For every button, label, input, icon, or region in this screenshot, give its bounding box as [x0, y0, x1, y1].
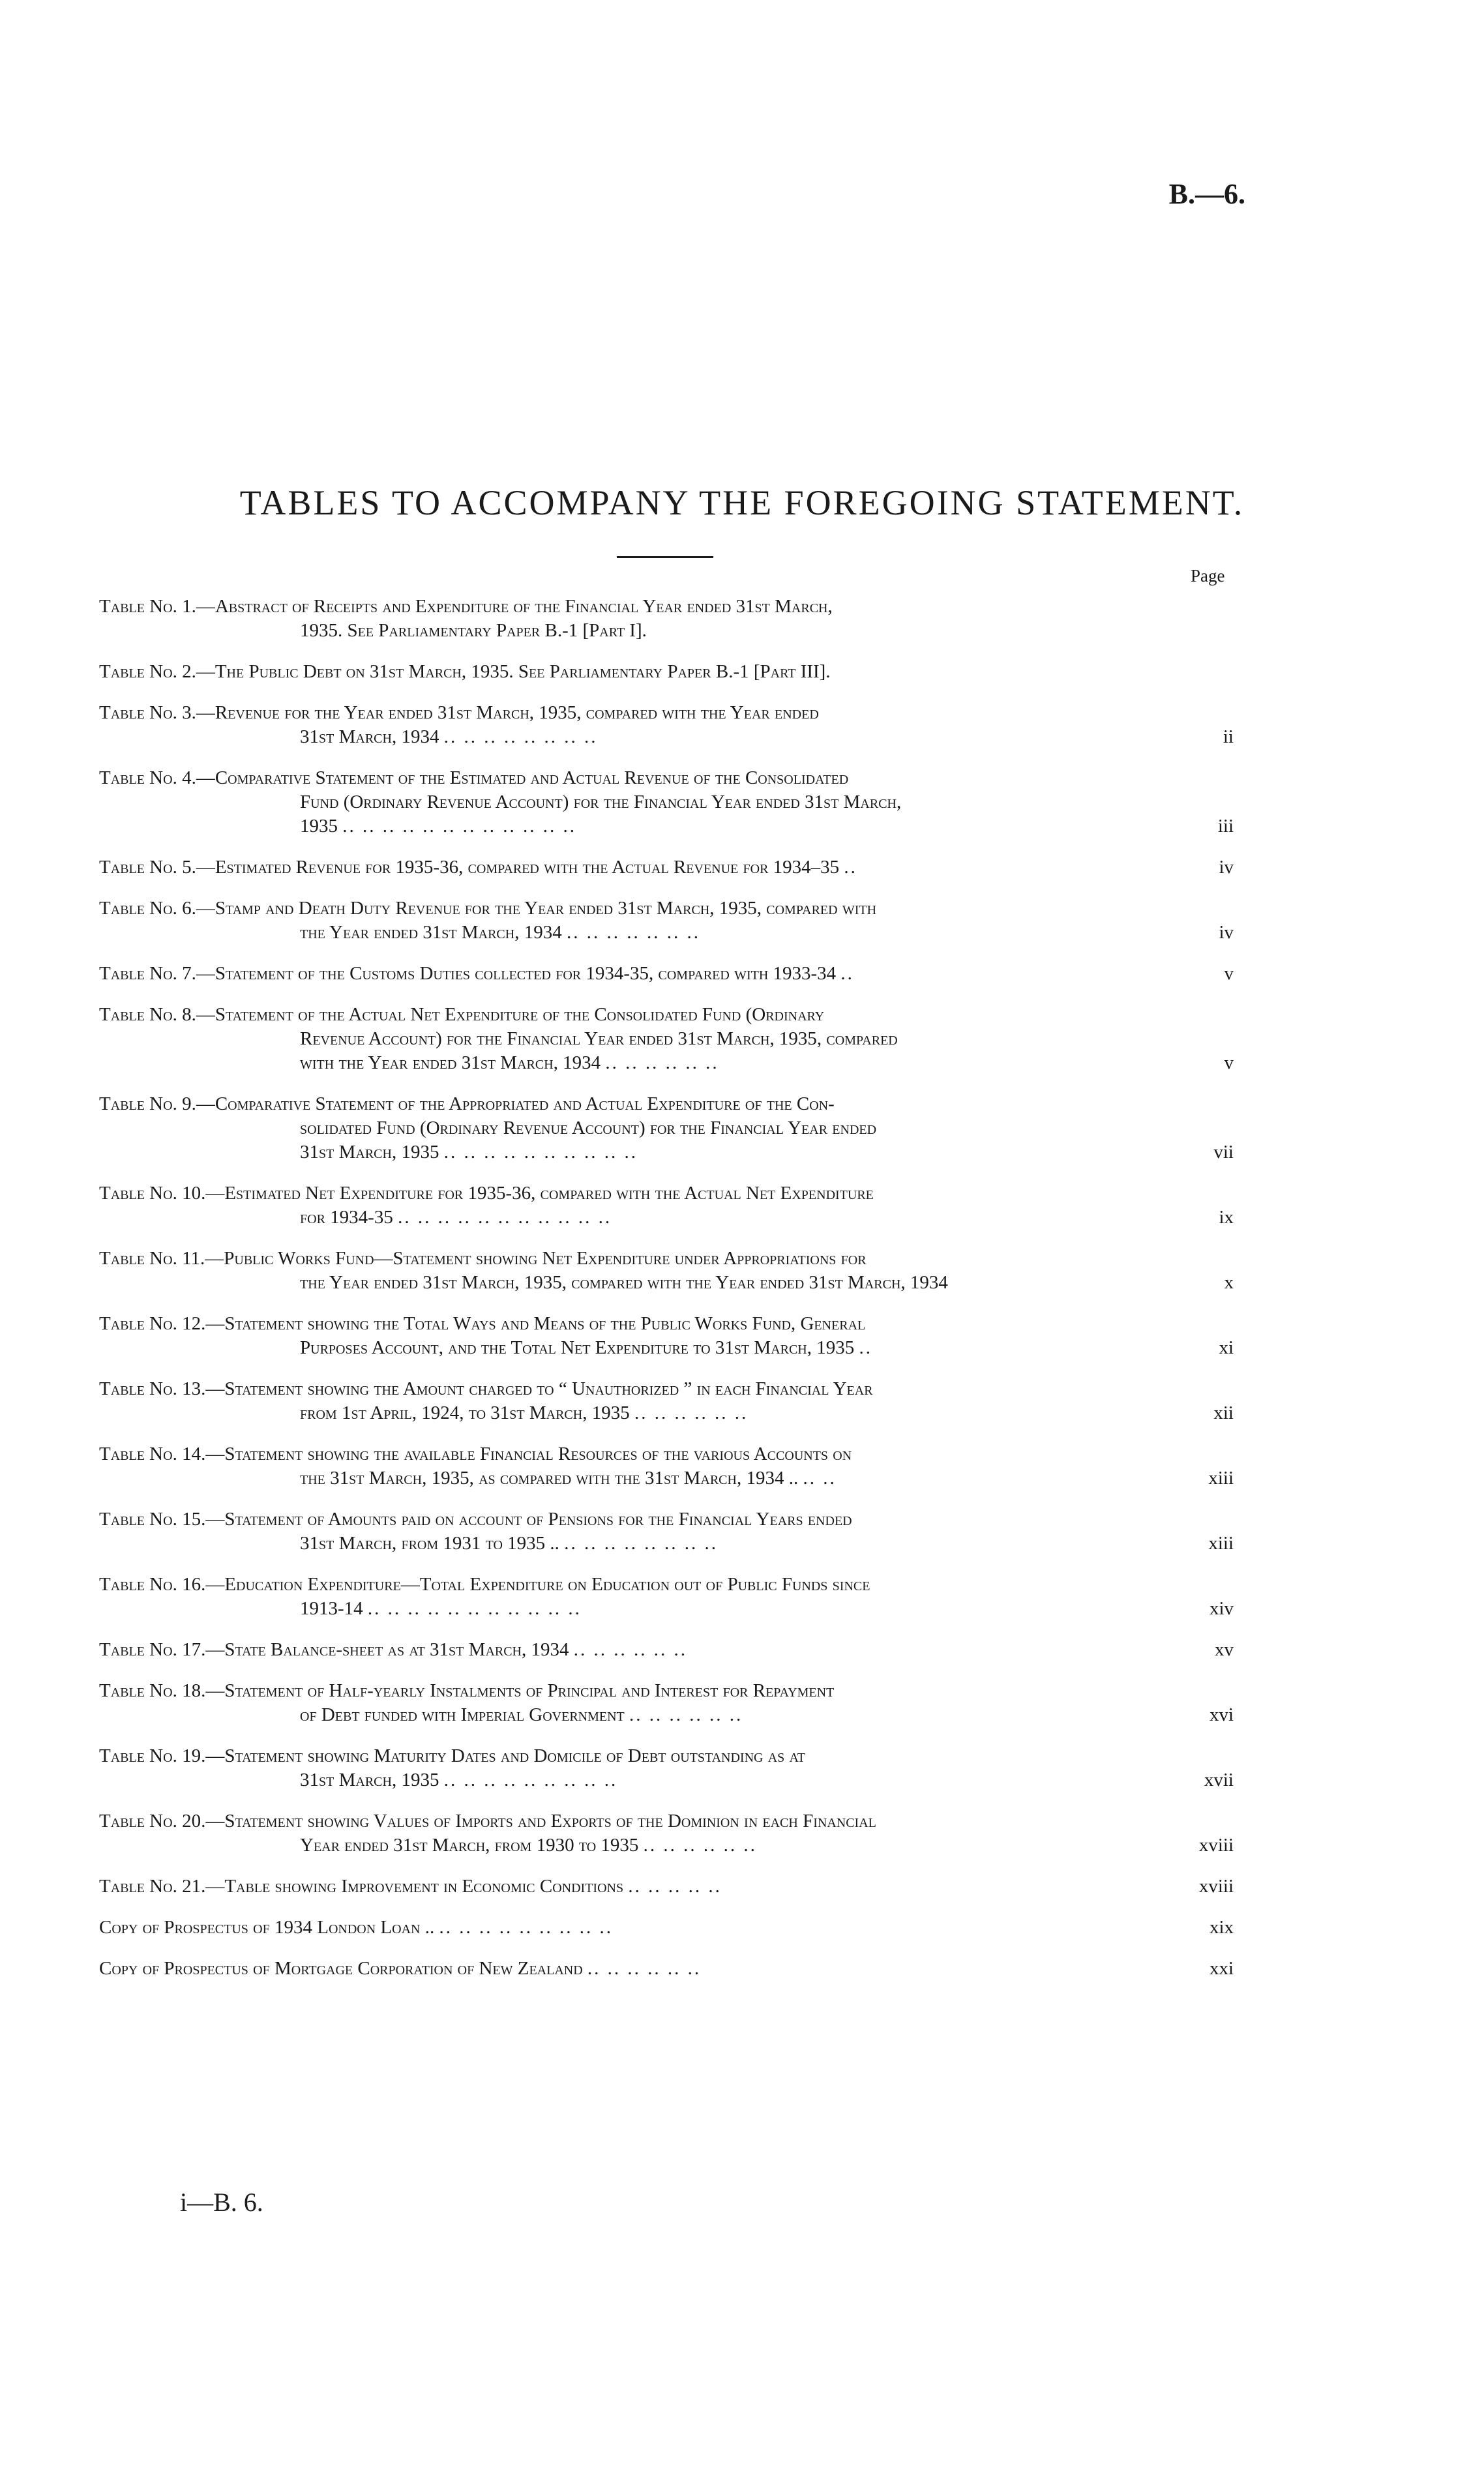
- entry-label: Table No. 21.—: [99, 1876, 225, 1897]
- entry-page-number: xiii: [1208, 1468, 1234, 1489]
- entry-label: Table No. 11.—: [99, 1248, 224, 1269]
- entry-page-number: xvii: [1204, 1770, 1234, 1790]
- entry-title: Comparative Statement of the Estimated and Actual Revenue of the Consolidated: [215, 767, 849, 788]
- toc-entry-table-1[interactable]: [99, 595, 1234, 643]
- entry-title-continued: Purposes Account, and the Total Net Expenditure to 31st March, 1935: [300, 1337, 855, 1358]
- entry-title: Statement of Half-yearly Instalments of Principal and Interest for Repayment: [224, 1680, 835, 1701]
- toc-entry-london-loan-prospectus[interactable]: [99, 1916, 1234, 1940]
- entry-label: Table No. 5.—: [99, 857, 215, 878]
- leader-dots: .. .. .. .. .. ..: [573, 1639, 688, 1660]
- entry-title-continued: the Year ended 31st March, 1934: [300, 922, 562, 943]
- entry-page-number: iv: [1219, 922, 1234, 943]
- leader-dots: .. .. .. .. .. ..: [634, 1402, 749, 1423]
- toc-entry-table-8[interactable]: [99, 1003, 1234, 1075]
- document-reference: B.—6.: [1168, 178, 1245, 210]
- entry-title-continued: the 31st March, 1935, as compared with the 31st March, 1934 ..: [300, 1468, 799, 1489]
- toc-entry-table-7[interactable]: [99, 962, 1234, 986]
- leader-dots: .. .. .. .. .. ..: [605, 1052, 719, 1073]
- entry-title: Statement showing Maturity Dates and Domicile of Debt outstanding as at: [224, 1745, 805, 1766]
- entry-title: Comparative Statement of the Appropriated and Actual Expenditure of the Con-: [215, 1093, 835, 1114]
- entry-title: Statement showing the available Financial Resources of the various Accounts on: [224, 1444, 852, 1464]
- entry-label: Table No. 18.—: [99, 1680, 225, 1701]
- entry-title: Statement showing the Total Ways and Means of the Public Works Fund, General: [224, 1313, 866, 1334]
- entry-title: Revenue for the Year ended 31st March, 1935, compared with the Year ended: [215, 702, 819, 723]
- toc-entry-table-15[interactable]: [99, 1507, 1234, 1556]
- entry-title-continued: 31st March, 1934: [300, 726, 439, 747]
- entry-title: Copy of Prospectus of 1934 London Loan ..: [99, 1917, 435, 1938]
- page-column-header: Page: [1191, 566, 1225, 586]
- entry-page-number: ii: [1223, 726, 1234, 747]
- entry-page-number: xxi: [1209, 1958, 1234, 1979]
- entry-label: Table No. 6.—: [99, 898, 215, 919]
- leader-dots: .. .. .. .. .. .. .. .. ..: [439, 1917, 613, 1938]
- entry-title-continued: 1913-14: [300, 1598, 363, 1619]
- toc-entry-table-9[interactable]: [99, 1092, 1234, 1164]
- entry-title-continued: 31st March, 1935: [300, 1770, 439, 1790]
- entry-label: Table No. 20.—: [99, 1811, 225, 1832]
- entry-label: Table No. 17.—: [99, 1639, 225, 1660]
- table-of-contents: [99, 595, 1234, 1998]
- entry-page-number: xii: [1213, 1402, 1234, 1423]
- entry-title-continued: from 1st April, 1924, to 31st March, 1935: [300, 1402, 630, 1423]
- title-underline-rule: [617, 556, 713, 558]
- entry-page-number: xvi: [1209, 1704, 1234, 1725]
- toc-entry-table-21[interactable]: [99, 1875, 1234, 1899]
- entry-page-number: v: [1224, 963, 1234, 984]
- entry-title-continued: for 1934-35: [300, 1207, 393, 1228]
- entry-title-continued: 1935: [300, 816, 338, 837]
- entry-title: Statement showing Values of Imports and Exports of the Dominion in each Financial: [224, 1811, 876, 1832]
- entry-title-continued: of Debt funded with Imperial Government: [300, 1704, 625, 1725]
- toc-entry-table-12[interactable]: [99, 1312, 1234, 1360]
- entry-page-number: v: [1224, 1052, 1234, 1073]
- entry-label: Table No. 7.—: [99, 963, 215, 984]
- toc-entry-table-6[interactable]: [99, 897, 1234, 945]
- toc-entry-table-4[interactable]: [99, 766, 1234, 838]
- entry-title: Abstract of Receipts and Expenditure of the Financial Year ended 31st March,: [215, 596, 833, 617]
- entry-title: Public Works Fund—Statement showing Net Expenditure under Appropriations for: [224, 1248, 867, 1269]
- entry-title: State Balance-sheet as at 31st March, 1934: [224, 1639, 569, 1660]
- entry-label: Table No. 12.—: [99, 1313, 225, 1334]
- entry-title-continued: with the Year ended 31st March, 1934: [300, 1052, 601, 1073]
- entry-label: Table No. 13.—: [99, 1378, 225, 1399]
- entry-page-number: ix: [1219, 1207, 1234, 1228]
- leader-dots: .. .. .. .. ..: [628, 1876, 722, 1897]
- entry-label: Table No. 8.—: [99, 1004, 215, 1025]
- leader-dots: ..: [840, 963, 854, 984]
- toc-entry-table-20[interactable]: [99, 1809, 1234, 1858]
- entry-page-number: xiii: [1208, 1533, 1234, 1554]
- entry-label: Table No. 2.—: [99, 661, 215, 682]
- entry-page-number: x: [1224, 1272, 1234, 1293]
- leader-dots: .. .. .. .. .. ..: [629, 1704, 743, 1725]
- entry-label: Table No. 9.—: [99, 1093, 215, 1114]
- leader-dots: .. .. .. .. .. .. .. ..: [443, 726, 598, 747]
- entry-title-continued: the Year ended 31st March, 1935, compared with the Year ended 31st March, 1934: [300, 1272, 948, 1293]
- leader-dots: ..: [859, 1337, 873, 1358]
- toc-entry-table-19[interactable]: [99, 1744, 1234, 1792]
- entry-label: Table No. 15.—: [99, 1509, 225, 1530]
- toc-entry-table-11[interactable]: [99, 1247, 1234, 1295]
- toc-entry-table-3[interactable]: [99, 701, 1234, 749]
- entry-title-continued: Year ended 31st March, from 1930 to 1935: [300, 1835, 639, 1856]
- entry-title-continued: Fund (Ordinary Revenue Account) for the Financial Year ended 31st March,: [300, 792, 902, 812]
- toc-entry-table-2[interactable]: [99, 660, 1234, 684]
- entry-label: Table No. 10.—: [99, 1183, 225, 1204]
- entry-page-number: xi: [1219, 1337, 1234, 1358]
- leader-dots: .. .. .. .. .. .. .. .. .. .. ..: [367, 1598, 582, 1619]
- leader-dots: .. .. .. .. .. .. ..: [566, 922, 700, 943]
- entry-page-number: iii: [1217, 816, 1234, 837]
- entry-page-number: xviii: [1198, 1876, 1234, 1897]
- entry-title: Statement of the Customs Duties collected for 1934-35, compared with 1933-34: [215, 963, 837, 984]
- entry-page-number: xiv: [1209, 1598, 1234, 1619]
- leader-dots: .. .. .. .. .. ..: [643, 1835, 757, 1856]
- entry-title-continued: 31st March, 1935: [300, 1142, 439, 1163]
- entry-page-number: vii: [1213, 1142, 1234, 1163]
- entry-label: Table No. 4.—: [99, 767, 215, 788]
- leader-dots: .. ..: [803, 1468, 837, 1489]
- leader-dots: ..: [844, 857, 857, 878]
- leader-dots: .. .. .. .. .. .. .. .. .. .. ..: [398, 1207, 612, 1228]
- page-title: TABLES TO ACCOMPANY THE FOREGOING STATEMENT.: [239, 483, 1245, 522]
- entry-title-continued: solidated Fund (Ordinary Revenue Account) for the Financial Year ended: [300, 1118, 877, 1138]
- entry-page-number: xviii: [1198, 1835, 1234, 1856]
- toc-entry-mortgage-corporation-prospectus[interactable]: [99, 1957, 1234, 1981]
- toc-entry-table-10[interactable]: [99, 1181, 1234, 1230]
- entry-title: Estimated Net Expenditure for 1935-36, compared with the Actual Net Expenditure: [224, 1183, 874, 1204]
- toc-entry-table-17[interactable]: [99, 1638, 1234, 1662]
- toc-entry-table-5[interactable]: [99, 855, 1234, 880]
- leader-dots: .. .. .. .. .. .. .. .. ..: [443, 1770, 618, 1790]
- entry-title: Statement of the Actual Net Expenditure of the Consolidated Fund (Ordinary: [215, 1004, 825, 1025]
- toc-entry-table-13[interactable]: [99, 1377, 1234, 1425]
- toc-entry-table-18[interactable]: [99, 1679, 1234, 1727]
- entry-label: Table No. 16.—: [99, 1574, 225, 1595]
- entry-label: Table No. 19.—: [99, 1745, 225, 1766]
- leader-dots: .. .. .. .. .. .. .. ..: [564, 1533, 718, 1554]
- entry-title: Copy of Prospectus of Mortgage Corporation of New Zealand: [99, 1958, 583, 1979]
- entry-title-continued: 1935. See Parliamentary Paper B.-1 [Part I].: [300, 620, 647, 641]
- entry-title-continued: 31st March, from 1931 to 1935 ..: [300, 1533, 559, 1554]
- entry-page-number: xv: [1215, 1639, 1234, 1660]
- entry-title-continued: Revenue Account) for the Financial Year ended 31st March, 1935, compared: [300, 1028, 898, 1049]
- leader-dots: .. .. .. .. .. .. .. .. .. ..: [443, 1142, 638, 1163]
- entry-page-number: iv: [1219, 857, 1234, 878]
- entry-title: Education Expenditure—Total Expenditure on Education out of Public Funds since: [224, 1574, 870, 1595]
- leader-dots: .. .. .. .. .. .. .. .. .. .. .. ..: [342, 816, 576, 837]
- entry-page-number: xix: [1209, 1917, 1234, 1938]
- footer-sheet-reference: i—B. 6.: [180, 2188, 263, 2217]
- entry-title: Statement showing the Amount charged to “ Unauthorized ” in each Financial Year: [224, 1378, 873, 1399]
- entry-label: Table No. 1.—: [99, 596, 215, 617]
- leader-dots: .. .. .. .. .. ..: [587, 1958, 702, 1979]
- entry-title: Table showing Improvement in Economic Conditions: [224, 1876, 624, 1897]
- toc-entry-table-14[interactable]: [99, 1442, 1234, 1491]
- entry-label: Table No. 3.—: [99, 702, 215, 723]
- entry-title: The Public Debt on 31st March, 1935. See Parliamentary Paper B.-1 [Part III].: [215, 661, 831, 682]
- entry-label: Table No. 14.—: [99, 1444, 225, 1464]
- entry-title: Stamp and Death Duty Revenue for the Year ended 31st March, 1935, compared with: [215, 898, 877, 919]
- toc-entry-table-16[interactable]: [99, 1573, 1234, 1621]
- entry-title: Estimated Revenue for 1935-36, compared with the Actual Revenue for 1934–35: [215, 857, 840, 878]
- entry-title: Statement of Amounts paid on account of Pensions for the Financial Years ended: [224, 1509, 852, 1530]
